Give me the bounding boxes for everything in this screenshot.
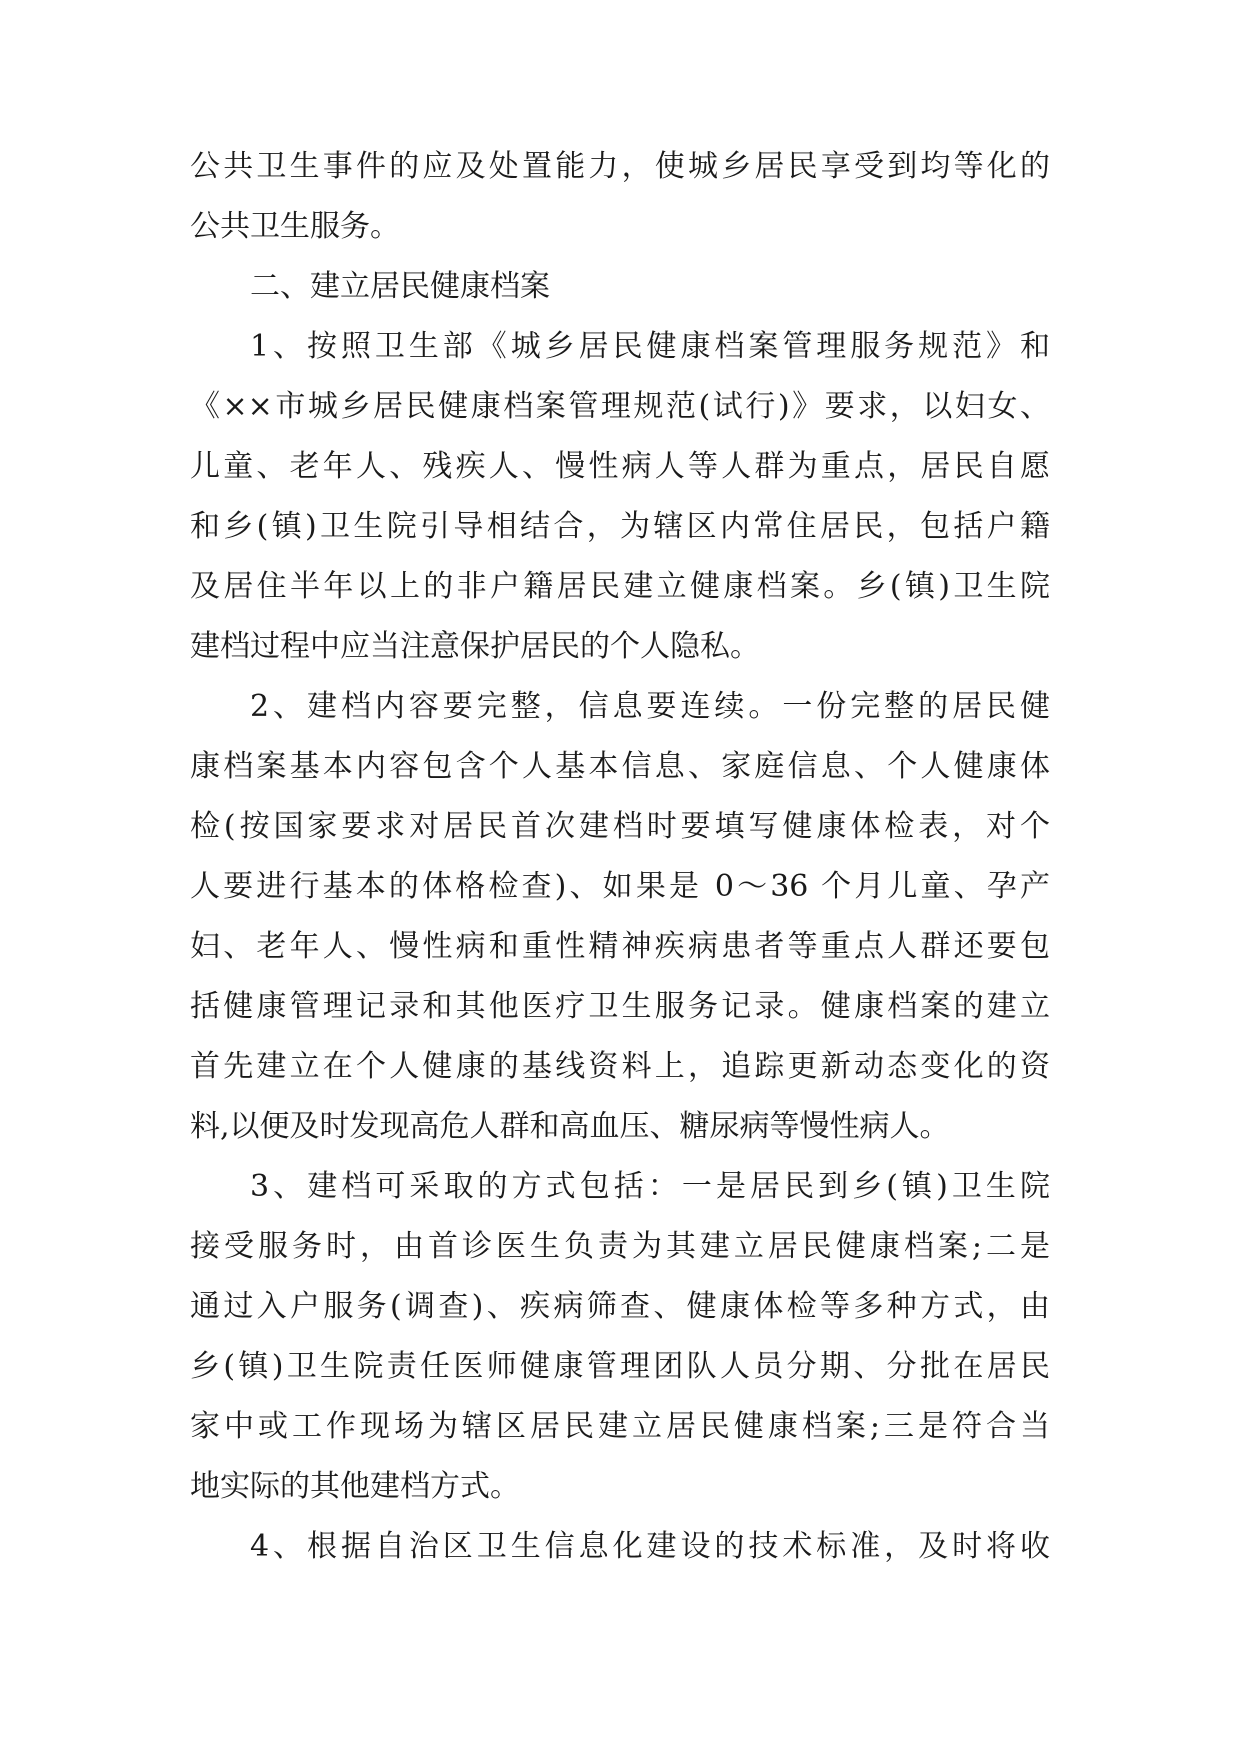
text-line: 括健康管理记录和其他医疗卫生服务记录。健康档案的建立 xyxy=(190,989,1050,1024)
text-line: 儿童、老年人、残疾人、慢性病人等人群为重点，居民自愿 xyxy=(190,449,1050,484)
text-line: 《××市城乡居民健康档案管理规范(试行)》要求，以妇女、 xyxy=(190,389,1050,424)
text-line: 建档过程中应当注意保护居民的个人隐私。 xyxy=(190,629,760,664)
text-line: 乡(镇)卫生院责任医师健康管理团队人员分期、分批在居民 xyxy=(190,1349,1050,1384)
text-line: 料,以便及时发现高危人群和高血压、糖尿病等慢性病人。 xyxy=(190,1109,950,1144)
text-line: 及居住半年以上的非户籍居民建立健康档案。乡(镇)卫生院 xyxy=(190,569,1050,604)
text-line: 检(按国家要求对居民首次建档时要填写健康体检表，对个 xyxy=(190,809,1050,844)
text-line: 康档案基本内容包含个人基本信息、家庭信息、个人健康体 xyxy=(190,749,1050,784)
paragraph-first-line: 4、根据自治区卫生信息化建设的技术标准，及时将收 xyxy=(250,1529,1050,1564)
text-line: 公共卫生服务。 xyxy=(190,209,400,244)
text-line: 人要进行基本的体格检查)、如果是 0～36 个月儿童、孕产 xyxy=(190,869,1050,904)
text-line: 家中或工作现场为辖区居民建立居民健康档案;三是符合当 xyxy=(190,1409,1050,1444)
text-line: 接受服务时，由首诊医生负责为其建立居民健康档案;二是 xyxy=(190,1229,1050,1264)
text-line: 地实际的其他建档方式。 xyxy=(190,1469,520,1504)
document-body xyxy=(190,137,1050,1577)
text-line: 通过入户服务(调查)、疾病筛查、健康体检等多种方式，由 xyxy=(190,1289,1050,1324)
paragraph-first-line: 1、按照卫生部《城乡居民健康档案管理服务规范》和 xyxy=(250,329,1050,364)
paragraph-first-line: 2、建档内容要完整，信息要连续。一份完整的居民健 xyxy=(250,689,1050,724)
text-line: 和乡(镇)卫生院引导相结合，为辖区内常住居民，包括户籍 xyxy=(190,509,1050,544)
text-line: 公共卫生事件的应及处置能力，使城乡居民享受到均等化的 xyxy=(190,149,1050,184)
section-heading: 二、建立居民健康档案 xyxy=(250,269,550,304)
paragraph-first-line: 3、建档可采取的方式包括：一是居民到乡(镇)卫生院 xyxy=(250,1169,1050,1204)
text-line: 首先建立在个人健康的基线资料上，追踪更新动态变化的资 xyxy=(190,1049,1050,1084)
text-line: 妇、老年人、慢性病和重性精神疾病患者等重点人群还要包 xyxy=(190,929,1050,964)
